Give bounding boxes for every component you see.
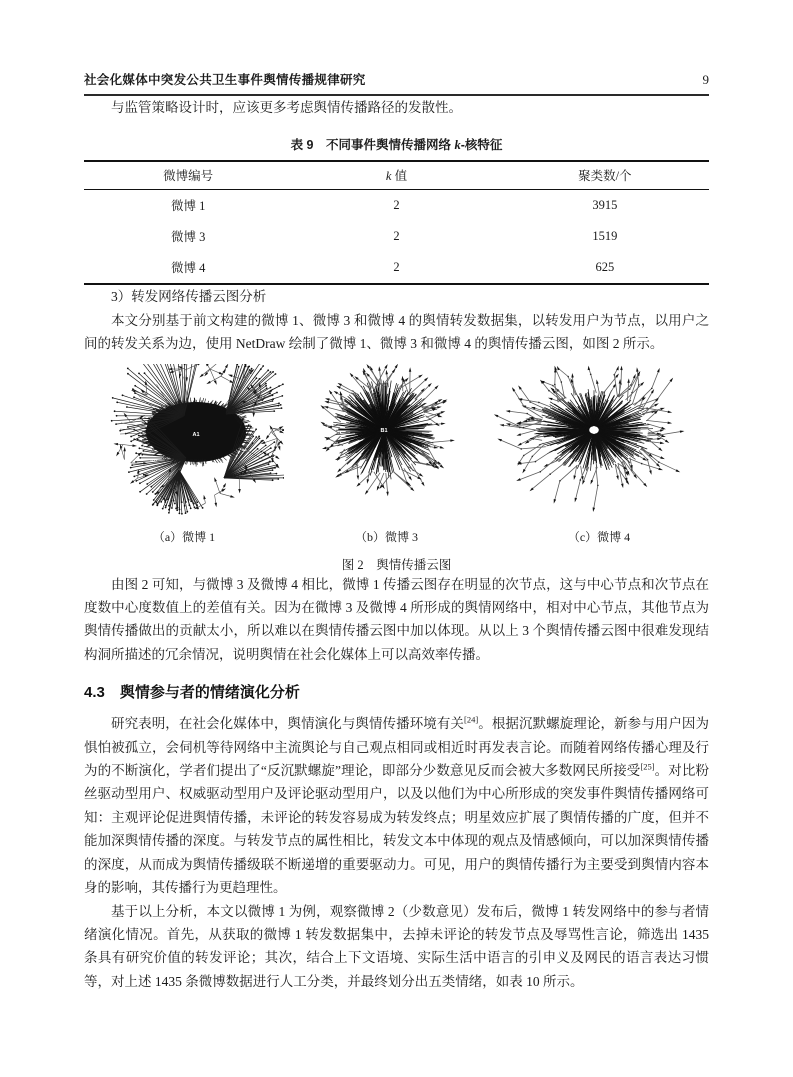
subcaption-weibo4: （c）微博 4	[567, 529, 631, 544]
cluster-label-c1: C1	[590, 427, 598, 434]
cluster-label-a1: A1	[192, 431, 200, 438]
figure2-panels	[84, 364, 709, 522]
citation-25: [25]	[640, 761, 655, 772]
table9-col-k-value: k 值	[292, 161, 500, 190]
citation-24: [24]	[464, 714, 479, 725]
network-cloud-weibo1	[84, 364, 284, 522]
network-cloud-weibo4	[489, 364, 709, 522]
cluster-label-b1: B1	[380, 427, 388, 434]
page-number: 9	[702, 72, 709, 87]
cell-weibo-id: 微博 4	[170, 261, 206, 276]
figure2	[84, 364, 709, 573]
table9-title-suffix: -核特征	[460, 138, 503, 153]
paragraph-emotion-classification: 基于以上分析，本文以微博 1 为例，观察微博 2（少数意见）发布后，微博 1 转发网络中的参与者情绪演化情况。首先，从获取的微博 1 转发数据集中，去掉未评论的转发节点及辱骂性言论，筛选出 1435 条具有研究价值的转发评论；其次，结合上下文语境、实际生活中语言的引申义及网民的语言表达习惯等，对上述 1435 条微博数据进行人工分类，并最终划分出五类情绪，如表 10 所示。	[84, 903, 709, 989]
figure2-caption	[84, 555, 709, 573]
figure2-panel-weibo4	[489, 364, 709, 522]
subcaption-weibo3: （b）微博 3	[354, 529, 418, 544]
section-title: 舆情参与者的情绪演化分析	[119, 684, 300, 702]
subcaption-weibo1: （a）微博 1	[152, 529, 216, 544]
paragraph-cloud-construction: 本文分别基于前文构建的微博 1、微博 3 和微博 4 的舆情转发数据集，以转发用户为节点，以用户之间的转发关系为边，使用 NetDraw 绘制了微博 1、微博 3 和微博 4 的舆情传播云图，如图 2 所示。	[84, 312, 709, 352]
cell-cluster-count: 1519	[592, 228, 618, 243]
table9-title	[84, 135, 709, 153]
table-row	[84, 190, 709, 222]
network-cloud-weibo3	[304, 364, 469, 522]
cell-k-value: 2	[393, 228, 400, 243]
section-number: 4.3	[84, 684, 105, 702]
figure2-caption-text: 舆情传播云图	[376, 557, 452, 572]
table9	[84, 160, 709, 285]
table9-col-weibo-id: 微博编号	[84, 161, 292, 190]
table9-number: 表 9	[290, 138, 314, 153]
paragraph-cloud-discussion: 由图 2 可知，与微博 3 及微博 4 相比，微博 1 传播云图存在明显的次节点，这与中心节点和次节点在度数中心度数值上的差值有关。因为在微博 3 及微博 4 所形成的舆情网络中，相对中心节点，其他节点为舆情传播做出的贡献太小，所以难以在舆情传播云图中加以体现。从以上 3 个舆情传播云图中很难发现结构洞所描述的冗余情况，说明舆情在社会化媒体上可以高效率传播。	[84, 576, 709, 662]
running-title: 社会化媒体中突发公共卫生事件舆情传播规律研究	[84, 73, 366, 87]
cluster-label-a12: A12	[150, 456, 158, 462]
paragraph-intro: 与监管策略设计时，应该更多考虑舆情传播路径的发散性。	[111, 100, 462, 115]
table9-col-cluster-count: 聚类数/个	[501, 161, 709, 190]
table-row	[84, 252, 709, 284]
cell-weibo-id: 微博 3	[170, 230, 206, 245]
figure2-panel-weibo1	[84, 364, 284, 522]
cluster-label-a4: A4	[241, 446, 247, 452]
cell-k-value: 2	[393, 197, 400, 212]
table9-title-k: k	[454, 138, 461, 153]
running-header	[84, 70, 709, 96]
cell-cluster-count: 3915	[592, 197, 618, 212]
figure2-panel-weibo3	[304, 364, 469, 522]
cell-cluster-count: 625	[595, 259, 615, 274]
table-row	[84, 221, 709, 252]
subsection-heading-cloud-analysis: 3）转发网络传播云图分析	[111, 289, 267, 305]
section-heading-4-3	[84, 681, 709, 702]
figure2-caption-number: 图 2	[341, 557, 364, 572]
table9-title-text: 不同事件舆情传播网络	[326, 138, 455, 153]
cell-k-value: 2	[393, 259, 400, 274]
paragraph-emotion-theory: 研究表明，在社会化媒体中，舆情演化与舆情传播环境有关[24]。根据沉默螺旋理论，新参与用户因为惧怕被孤立，会伺机等待网络中主流舆论与自己观点相同或相近时再发表言论。而随着网络传播心理及行为的不断演化，学者们提出了“反沉默螺旋”理论，即部分少数意见反而会被大多数网民所接受[25]。对比粉丝驱动型用户、权威驱动型用户及评论驱动型用户，以及以他们为中心所形成的突发事件舆情传播网络可知：主观评论促进舆情传播，未评论的转发容易成为转发终点；明星效应扩展了舆情传播的广度，但并不能加深舆情传播的深度。与转发节点的属性相比，转发文本中体现的观点及情感倾向，可以加深舆情传播的深度，从而成为舆情传播级联不断递增的重要驱动力。可见，用户的舆情传播行为主要受到舆情内容本身的影响，其传播行为更趋理性。	[84, 714, 710, 896]
table9-header-row	[84, 161, 709, 190]
cell-weibo-id: 微博 1	[170, 199, 206, 214]
figure2-subcaptions	[84, 528, 709, 545]
